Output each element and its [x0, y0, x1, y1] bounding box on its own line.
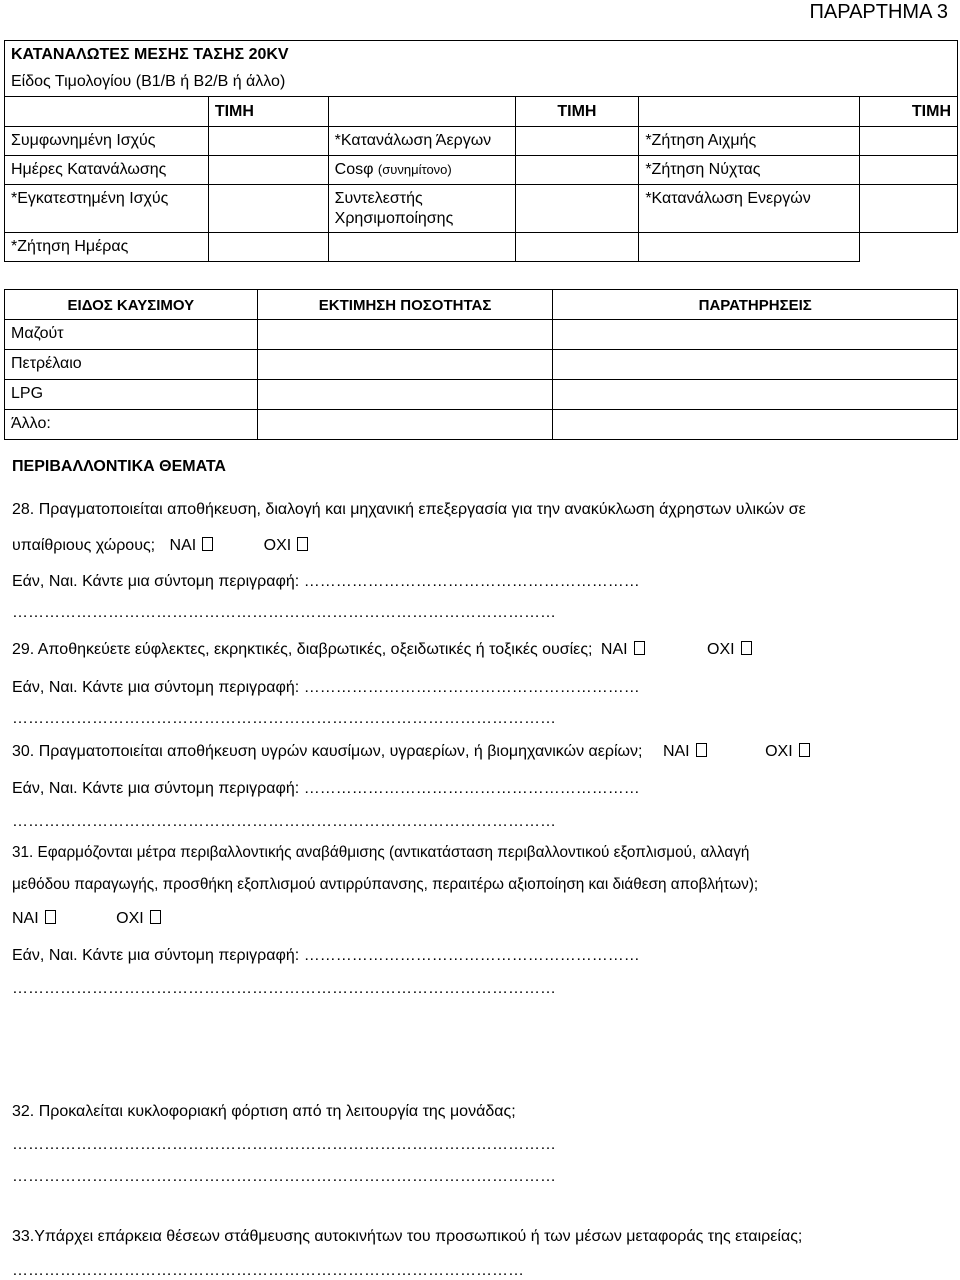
consumption-days: Ημέρες Κατανάλωσης [5, 156, 209, 185]
value-cell [208, 127, 328, 156]
installed-power: *Εγκατεστημένη Ισχύς [5, 185, 209, 233]
utilization-factor: Συντελεστής Χρησιμοποίησης [328, 185, 515, 233]
yes-checkbox[interactable] [202, 537, 213, 551]
no-checkbox[interactable] [799, 743, 810, 757]
yes-checkbox[interactable] [696, 743, 707, 757]
describe-28 [12, 572, 640, 592]
value-cell [208, 185, 328, 233]
night-demand: *Ζήτηση Νύχτας [639, 156, 860, 185]
price-header-1: ΤΙΜΗ [208, 97, 328, 127]
value-cell [208, 156, 328, 185]
dots-tail: ……………………………………………………… [303, 573, 640, 590]
day-demand: *Ζήτηση Ημέρας [5, 233, 209, 262]
value-cell [208, 233, 328, 262]
answer-line[interactable]: ………………………………………………………………………………………… [12, 1168, 556, 1185]
cosphi-label: Cosφ [334, 161, 374, 178]
value-cell [860, 185, 958, 233]
describe-label: Εάν, Ναι. Κάντε μια σύντομη περιγραφή: [12, 947, 300, 964]
cosphi-note: (συνημίτονο) [377, 162, 452, 177]
fuel-row: Μαζούτ [5, 320, 258, 350]
price-header-2: ΤΙΜΗ [515, 97, 639, 127]
peak-demand: *Ζήτηση Αιχμής [639, 127, 860, 156]
consumers-title: ΚΑΤΑΝΑΛΩΤΕΣ ΜΕΣΗΣ ΤΑΣΗΣ 20KV [5, 41, 958, 69]
blank-cell [639, 97, 860, 127]
fuel-row: LPG [5, 380, 258, 410]
annex-title: ΠΑΡΑΡΤΗΜΑ 3 [809, 1, 948, 23]
no-label: ΟΧΙ [263, 537, 292, 554]
quantity-cell [257, 380, 553, 410]
question-29 [12, 640, 752, 660]
question-31-line-2: μεθόδου παραγωγής, προσθήκη εξοπλισμού αντιρρύπανσης, περαιτέρω αξιοποίηση και διάθεση αποβλήτων); [12, 876, 759, 893]
remarks-cell [553, 350, 958, 380]
blank-cell [639, 233, 860, 262]
fuel-row: Πετρέλαιο [5, 350, 258, 380]
question-28-line-2 [12, 536, 308, 556]
question-31-line-1: 31. Εφαρμόζονται μέτρα περιβαλλοντικής αναβάθμισης (αντικατάσταση περιβαλλοντικού εξοπλισμού, αλλαγή [12, 844, 750, 861]
value-cell [860, 156, 958, 185]
question-28-line-1: 28. Πραγματοποιείται αποθήκευση, διαλογή και μηχανική επεξεργασία για την ανακύκλωση άχρηστων υλικών σε [12, 501, 806, 518]
describe-label: Εάν, Ναι. Κάντε μια σύντομη περιγραφή: [12, 780, 300, 797]
blank-cell [328, 97, 515, 127]
answer-line[interactable]: ………………………………………………………………………………………… [12, 710, 556, 727]
no-checkbox[interactable] [150, 910, 161, 924]
question-33: 33.Υπάρχει επάρκεια θέσεων στάθμευσης αυτοκινήτων του προσωπικού ή των μέσων μεταφοράς της εταιρείας; [12, 1228, 803, 1245]
cosphi [328, 156, 515, 185]
quantity-cell [257, 320, 553, 350]
consumers-table [4, 40, 958, 262]
value-cell [515, 233, 639, 262]
no-label: ΟΧΙ [707, 641, 735, 658]
describe-31 [12, 946, 640, 966]
question-32: 32. Προκαλείται κυκλοφοριακή φόρτιση από τη λειτουργία της μονάδας; [12, 1103, 516, 1120]
question-31-options [12, 909, 161, 929]
yes-label: ΝΑΙ [662, 743, 690, 760]
blank-cell [5, 97, 209, 127]
value-cell [515, 156, 639, 185]
describe-label: Εάν, Ναι. Κάντε μια σύντομη περιγραφή: [12, 573, 300, 590]
yes-checkbox[interactable] [634, 641, 645, 655]
tariff-type: Είδος Τιμολογίου (Β1/Β ή Β2/Β ή άλλο) [5, 69, 958, 97]
value-cell [860, 127, 958, 156]
quantity-cell [257, 410, 553, 440]
yes-label: ΝΑΙ [600, 641, 628, 658]
fuel-row: Άλλο: [5, 410, 258, 440]
yes-label: ΝΑΙ [169, 537, 197, 554]
answer-line[interactable]: …………………………………………………………………………………… [12, 1262, 524, 1279]
blank-cell [860, 233, 958, 262]
describe-30 [12, 779, 640, 799]
active-consumption: *Κατανάλωση Ενεργών [639, 185, 860, 233]
yes-checkbox[interactable] [45, 910, 56, 924]
remarks-header: ΠΑΡΑΤΗΡΗΣΕΙΣ [553, 290, 958, 320]
no-label: ΟΧΙ [765, 743, 793, 760]
question-28-text: υπαίθριους χώρους; [12, 537, 156, 554]
answer-line[interactable]: ………………………………………………………………………………………… [12, 980, 556, 997]
price-header-3: ΤΙΜΗ [860, 97, 958, 127]
describe-label: Εάν, Ναι. Κάντε μια σύντομη περιγραφή: [12, 679, 300, 696]
question-29-text: 29. Αποθηκεύετε εύφλεκτες, εκρηκτικές, διαβρωτικές, οξειδωτικές ή τοξικές ουσίες; [12, 641, 593, 658]
fuel-table [4, 289, 958, 440]
blank-cell [328, 233, 515, 262]
remarks-cell [553, 380, 958, 410]
no-label: ΟΧΙ [116, 910, 144, 927]
question-30 [12, 742, 810, 762]
describe-29 [12, 678, 640, 698]
remarks-cell [553, 410, 958, 440]
fuel-type-header: ΕΙΔΟΣ ΚΑΥΣΙΜΟΥ [5, 290, 258, 320]
dots-tail: ……………………………………………………… [303, 679, 640, 696]
remarks-cell [553, 320, 958, 350]
answer-line[interactable]: ………………………………………………………………………………………… [12, 1136, 556, 1153]
quantity-cell [257, 350, 553, 380]
value-cell [515, 185, 639, 233]
answer-line[interactable]: ………………………………………………………………………………………… [12, 604, 556, 621]
no-checkbox[interactable] [741, 641, 752, 655]
question-30-text: 30. Πραγματοποιείται αποθήκευση υγρών καυσίμων, υγραερίων, ή βιομηχανικών αερίων; [12, 743, 643, 760]
reactive-consumption: *Κατανάλωση Άεργων [328, 127, 515, 156]
no-checkbox[interactable] [297, 537, 308, 551]
dots-tail: ……………………………………………………… [303, 947, 640, 964]
quantity-header: ΕΚΤΙΜΗΣΗ ΠΟΣΟΤΗΤΑΣ [257, 290, 553, 320]
yes-label: ΝΑΙ [12, 910, 39, 927]
answer-line[interactable]: ………………………………………………………………………………………… [12, 813, 556, 830]
section-title: ΠΕΡΙΒΑΛΛΟΝΤΙΚΑ ΘΕΜΑΤΑ [12, 458, 226, 475]
agreed-power: Συμφωνημένη Ισχύς [5, 127, 209, 156]
value-cell [515, 127, 639, 156]
dots-tail: ……………………………………………………… [303, 780, 640, 797]
